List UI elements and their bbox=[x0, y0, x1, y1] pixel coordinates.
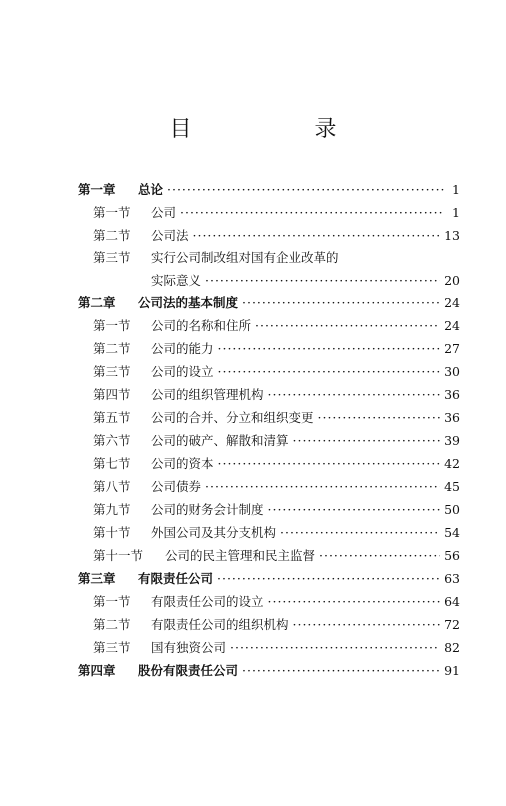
toc-number: 第三节 bbox=[93, 250, 131, 265]
dot-leader bbox=[217, 568, 440, 590]
toc-label: 有限责任公司的组织机构 bbox=[151, 617, 289, 632]
toc-label: 公司债券 bbox=[151, 479, 202, 494]
dot-leader bbox=[242, 292, 440, 314]
toc-entry[interactable] bbox=[93, 453, 460, 475]
toc-label: 外国公司及其分支机构 bbox=[151, 525, 277, 540]
dot-leader bbox=[205, 476, 440, 498]
toc-page: 27 bbox=[444, 341, 460, 356]
toc-number: 第十一节 bbox=[93, 548, 144, 563]
toc-entry[interactable] bbox=[93, 338, 460, 360]
toc-entry[interactable] bbox=[93, 247, 460, 269]
dot-leader bbox=[255, 315, 440, 337]
toc-number: 第二节 bbox=[93, 341, 131, 356]
toc-number: 第十节 bbox=[93, 525, 131, 540]
dot-leader bbox=[205, 270, 440, 292]
dot-leader bbox=[268, 591, 441, 613]
toc-entry[interactable] bbox=[93, 637, 460, 659]
toc-page: 54 bbox=[444, 525, 460, 540]
toc-page: 24 bbox=[444, 318, 460, 333]
toc-number: 第二节 bbox=[93, 228, 131, 243]
toc-label: 有限责任公司的设立 bbox=[151, 594, 264, 609]
dot-leader bbox=[293, 430, 441, 452]
toc-label: 公司的合并、分立和组织变更 bbox=[151, 410, 314, 425]
toc-label: 公司的资本 bbox=[151, 456, 214, 471]
toc-label: 股份有限责任公司 bbox=[138, 663, 239, 678]
dot-leader bbox=[242, 660, 440, 682]
toc-page: 42 bbox=[444, 456, 460, 471]
toc-label: 公司法的基本制度 bbox=[138, 295, 239, 310]
toc-entry[interactable] bbox=[93, 476, 460, 498]
toc-number: 第五节 bbox=[93, 410, 131, 425]
toc-page: 1 bbox=[452, 182, 460, 197]
dot-leader bbox=[293, 614, 441, 636]
toc-entry[interactable] bbox=[78, 292, 460, 314]
dot-leader bbox=[218, 453, 441, 475]
toc-entry[interactable] bbox=[78, 179, 460, 201]
toc-label: 公司的能力 bbox=[151, 341, 214, 356]
dot-leader bbox=[218, 338, 441, 360]
toc-page: 91 bbox=[444, 663, 460, 678]
toc-page: 39 bbox=[444, 433, 460, 448]
toc-label: 公司的破产、解散和清算 bbox=[151, 433, 289, 448]
toc-page: 1 bbox=[452, 205, 460, 220]
dot-leader bbox=[193, 225, 441, 247]
toc-label: 实行公司制改组对国有企业改革的 bbox=[151, 250, 339, 265]
toc-entry[interactable] bbox=[93, 407, 460, 429]
toc-label: 有限责任公司 bbox=[138, 571, 214, 586]
toc-label: 公司的财务会计制度 bbox=[151, 502, 264, 517]
dot-leader bbox=[230, 637, 440, 659]
toc-number: 第七节 bbox=[93, 456, 131, 471]
page-title: 目 录 bbox=[169, 117, 395, 142]
toc-number: 第一章 bbox=[78, 182, 116, 197]
toc-number: 第三节 bbox=[93, 364, 131, 379]
toc-page: 45 bbox=[444, 479, 460, 494]
toc-label: 公司法 bbox=[151, 228, 189, 243]
toc-number: 第八节 bbox=[93, 479, 131, 494]
toc-number: 第一节 bbox=[93, 594, 131, 609]
toc-entry[interactable] bbox=[93, 202, 460, 224]
toc-entry[interactable] bbox=[78, 660, 460, 682]
toc-label: 国有独资公司 bbox=[151, 640, 227, 655]
toc-page: 36 bbox=[444, 387, 460, 402]
toc-page: 50 bbox=[444, 502, 460, 517]
toc-entry[interactable] bbox=[93, 225, 460, 247]
toc-entry[interactable] bbox=[93, 522, 460, 544]
toc-page: 13 bbox=[444, 228, 460, 243]
toc-entry[interactable] bbox=[93, 315, 460, 337]
toc-page: 36 bbox=[444, 410, 460, 425]
toc-number: 第二章 bbox=[78, 295, 116, 310]
toc-page: 30 bbox=[444, 364, 460, 379]
toc-number: 第六节 bbox=[93, 433, 131, 448]
toc-entry[interactable] bbox=[93, 591, 460, 613]
dot-leader bbox=[318, 407, 441, 429]
toc-number: 第二节 bbox=[93, 617, 131, 632]
toc-number: 第四节 bbox=[93, 387, 131, 402]
toc-label: 公司的名称和住所 bbox=[151, 318, 252, 333]
dot-leader bbox=[268, 499, 441, 521]
toc-label: 总论 bbox=[138, 182, 164, 197]
toc-page: 82 bbox=[444, 640, 460, 655]
toc-page: 64 bbox=[444, 594, 460, 609]
toc-label: 公司 bbox=[151, 205, 177, 220]
toc-number: 第一节 bbox=[93, 205, 131, 220]
toc-number: 第三章 bbox=[78, 571, 116, 586]
dot-leader bbox=[167, 179, 444, 201]
toc-label: 实际意义 bbox=[151, 273, 202, 288]
toc-entry[interactable] bbox=[93, 499, 460, 521]
toc-entry[interactable] bbox=[93, 384, 460, 406]
toc-label: 公司的组织管理机构 bbox=[151, 387, 264, 402]
toc-entry[interactable] bbox=[93, 361, 460, 383]
dot-leader bbox=[268, 384, 441, 406]
toc-number: 第九节 bbox=[93, 502, 131, 517]
toc-label: 公司的民主管理和民主监督 bbox=[165, 548, 316, 563]
toc-number: 第四章 bbox=[78, 663, 116, 678]
dot-leader bbox=[319, 545, 440, 567]
toc-entry[interactable] bbox=[93, 430, 460, 452]
toc-page: 72 bbox=[444, 617, 460, 632]
dot-leader bbox=[280, 522, 440, 544]
toc-page: 56 bbox=[444, 548, 460, 563]
toc-entry-continued[interactable] bbox=[151, 270, 460, 292]
toc-page: 20 bbox=[444, 273, 460, 288]
toc-number: 第一节 bbox=[93, 318, 131, 333]
toc-entry[interactable] bbox=[93, 614, 460, 636]
dot-leader bbox=[180, 202, 444, 224]
toc-page: 63 bbox=[444, 571, 460, 586]
toc-number: 第三节 bbox=[93, 640, 131, 655]
toc-entry[interactable] bbox=[78, 568, 460, 590]
dot-leader bbox=[218, 361, 441, 383]
toc-entry[interactable] bbox=[93, 545, 460, 567]
toc-page: 24 bbox=[444, 295, 460, 310]
toc-label: 公司的设立 bbox=[151, 364, 214, 379]
